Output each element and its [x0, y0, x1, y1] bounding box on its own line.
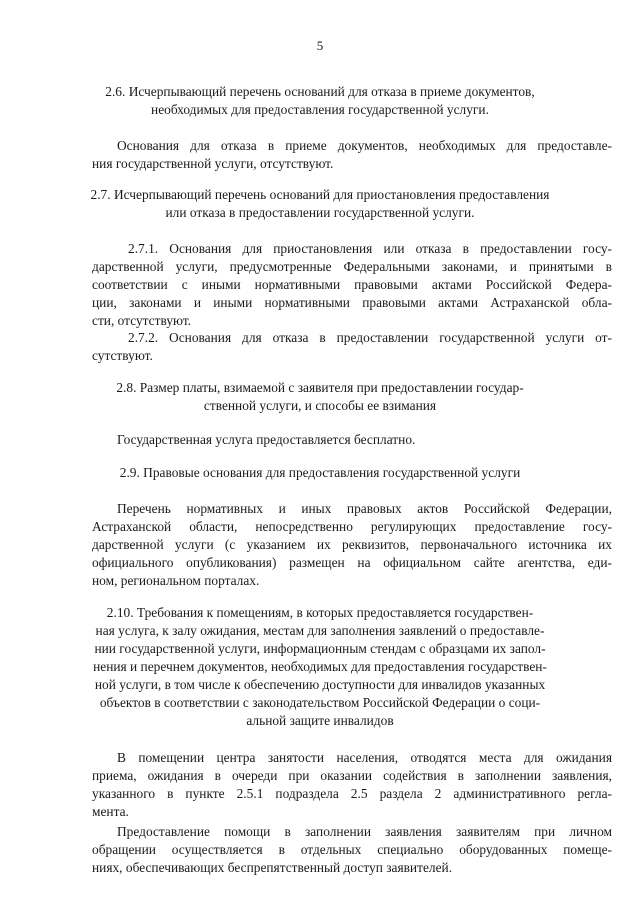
paragraph-2-7-1-line-5: сти, отсутствуют. — [92, 313, 192, 328]
paragraph-2-7-2-line-2: сутствуют. — [92, 348, 153, 363]
paragraph-2-6-line-1: Основания для отказа в приеме документов, необходимых для предоставле- — [117, 138, 612, 153]
section-2-6-heading-line-2: необходимых для предоставления государственной услуги. — [151, 102, 489, 117]
paragraph-2-10-a-line-4: мента. — [92, 804, 129, 819]
section-2-7-heading-line-1: 2.7. Исчерпывающий перечень оснований для приостановления предоставления — [90, 187, 550, 202]
section-2-9-heading: 2.9. Правовые основания для предоставления государственной услуги — [119, 465, 521, 480]
paragraph-2-9-line-5: ном, региональном порталах. — [92, 573, 260, 588]
paragraph-2-10-a-line-1: В помещении центра занятости населения, отводятся места для ожидания — [117, 750, 612, 765]
paragraph-2-8: Государственная услуга предоставляется бесплатно. — [117, 432, 416, 447]
section-2-8-heading-line-2: ственной услуги, и способы ее взимания — [203, 398, 437, 413]
paragraph-2-10-a-line-3: указанного в пункте 2.5.1 подраздела 2.5 раздела 2 административного регла- — [92, 786, 612, 801]
paragraph-2-7-1-line-1: 2.7.1. Основания для приостановления или отказа в предоставлении госу- — [128, 241, 612, 256]
paragraph-2-9-line-2: Астраханской области, непосредственно регулирующих предоставление госу- — [92, 519, 612, 534]
section-2-10-heading-line-1: 2.10. Требования к помещениям, в которых предоставляется государствен- — [106, 605, 534, 620]
section-2-7-heading-line-2: или отказа в предоставлении государственной услуги. — [165, 205, 475, 220]
paragraph-2-10-b-line-2: обращении осуществляется в отдельных специально оборудованных помеще- — [92, 842, 612, 857]
paragraph-2-7-1-line-3: соответствии с иными нормативными правовыми актами Российской Федера- — [92, 277, 612, 292]
page-number: 5 — [316, 38, 324, 53]
section-2-10-heading-line-4: нения и перечнем документов, необходимых для предоставления государствен- — [93, 659, 547, 674]
section-2-8-heading-line-1: 2.8. Размер платы, взимаемой с заявителя при предоставлении государ- — [116, 380, 524, 395]
paragraph-2-9-line-3: дарственной услуги (с указанием их реквизитов, первоначального источника их — [92, 537, 612, 552]
paragraph-2-9-line-1: Перечень нормативных и иных правовых актов Российской Федерации, — [117, 501, 612, 516]
paragraph-2-10-b-line-3: ниях, обеспечивающих беспрепятственный доступ заявителей. — [92, 860, 453, 875]
section-2-10-heading-line-7: альной защите инвалидов — [246, 713, 394, 728]
section-2-6-heading-line-1: 2.6. Исчерпывающий перечень оснований для отказа в приеме документов, — [105, 84, 535, 99]
paragraph-2-7-1-line-4: ции, законами и иными нормативными правовыми актами Астраханской обла- — [92, 295, 612, 310]
section-2-10-heading-line-5: ной услуги, в том числе к обеспечению доступности для инвалидов указанных — [94, 677, 546, 692]
section-2-10-heading-line-3: нии государственной услуги, информационным стендам с образцами их запол- — [94, 641, 546, 656]
paragraph-2-6-line-2: ния государственной услуги, отсутствуют. — [92, 156, 334, 171]
paragraph-2-7-2-line-1: 2.7.2. Основания для отказа в предоставлении государственной услуги от- — [128, 330, 612, 345]
section-2-10-heading-line-6: объектов в соответствии с законодательством Российской Федерации о соци- — [99, 695, 541, 710]
section-2-10-heading-line-2: ная услуга, к залу ожидания, местам для заполнения заявлений о предоставле- — [95, 623, 545, 638]
paragraph-2-10-b-line-1: Предоставление помощи в заполнении заявления заявителям при личном — [117, 824, 612, 839]
paragraph-2-9-line-4: официального опубликования) размещен на официальном сайте агентства, еди- — [92, 555, 612, 570]
paragraph-2-10-a-line-2: приема, ожидания в очереди при оказании содействия в заполнении заявления, — [92, 768, 612, 783]
paragraph-2-7-1-line-2: дарственной услуги, предусмотренные Федеральными законами, и принятыми в — [92, 259, 612, 274]
